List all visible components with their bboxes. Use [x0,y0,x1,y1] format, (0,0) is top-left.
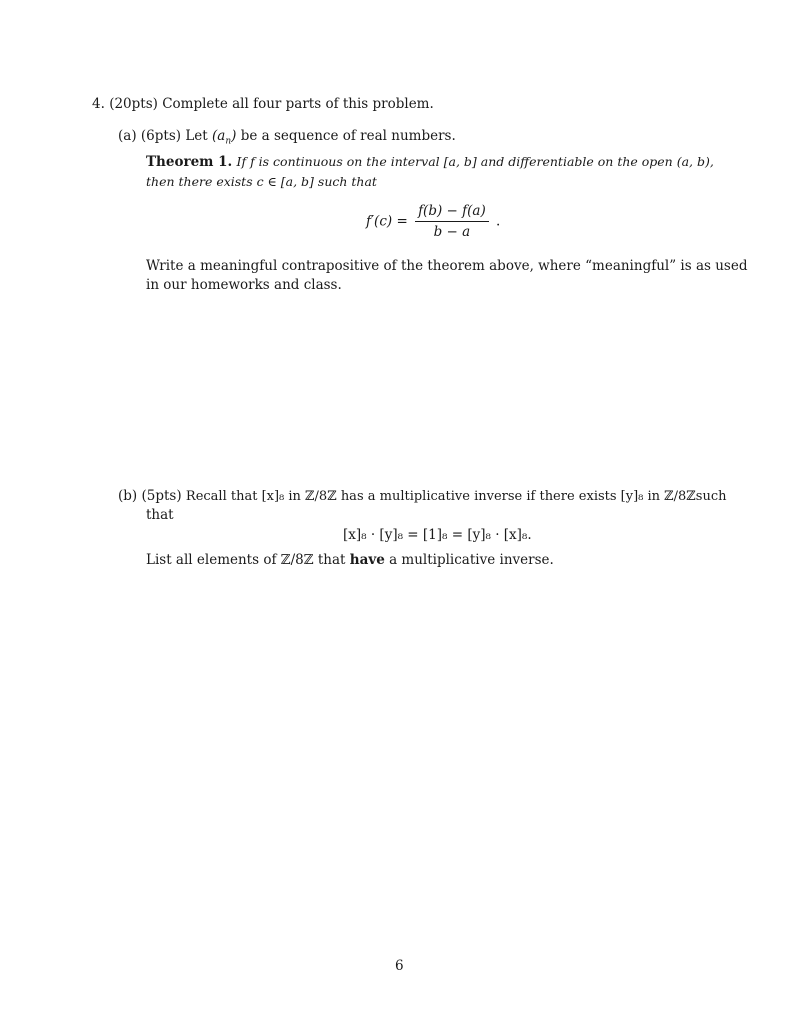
part-b-equation: [x]₈ · [y]₈ = [1]₈ = [y]₈ · [x]₈. [343,527,532,543]
part-b-line-2: that [146,507,174,523]
answer-space-a[interactable] [146,300,726,480]
part-b-text: Recall that [x]₈ in ℤ/8ℤ has a multiplicative inverse if there exists [y]₈ in ℤ/8ℤsuch [185,489,727,504]
part-b-label: (b) [118,488,138,504]
mvt-equation [366,203,500,240]
problem-points: (20pts) [109,96,158,112]
part-a-sequence: $(a_n)$ [212,128,237,147]
theorem-line-1 [146,154,714,170]
part-b-list-suffix: a multiplicative inverse. [389,552,554,568]
problem-intro: Complete all four parts of this problem. [162,96,434,112]
equation-lhs: f′(c) = [366,213,408,230]
problem-number: 4. [92,96,105,112]
answer-space-b[interactable] [146,580,726,940]
equation-fraction [415,203,489,240]
instruction-line-1: Write a meaningful contrapositive of the theorem above, where “meaningful” is as used [146,258,748,274]
page-number: 6 [395,958,404,974]
part-b-list-line [146,552,554,568]
equation-numerator: f(b) − f(a) [415,203,489,222]
part-b-points: (5pts) [141,488,182,504]
part-a-heading [118,128,456,147]
part-a-text-suffix: be a sequence of real numbers. [240,128,456,144]
part-b-list-prefix: List all elements of ℤ/8ℤ that [146,552,346,568]
part-b-line-1 [118,488,727,504]
instruction-line-2: in our homeworks and class. [146,277,342,293]
theorem-label: Theorem 1. [146,154,233,170]
problem-heading [92,96,434,112]
part-a-label: (a) [118,128,137,144]
part-a-text-prefix: Let [185,128,208,144]
theorem-line-2: then there exists c ∈ [a, b] such that [146,174,377,189]
part-b-list-bold: have [349,552,385,568]
equation-denominator: b − a [433,224,471,240]
theorem-text-1: If f is continuous on the interval [a, b] and differentiable on the open (a, b), [236,154,714,169]
part-a-points: (6pts) [140,128,182,144]
equation-end: . [496,213,501,230]
